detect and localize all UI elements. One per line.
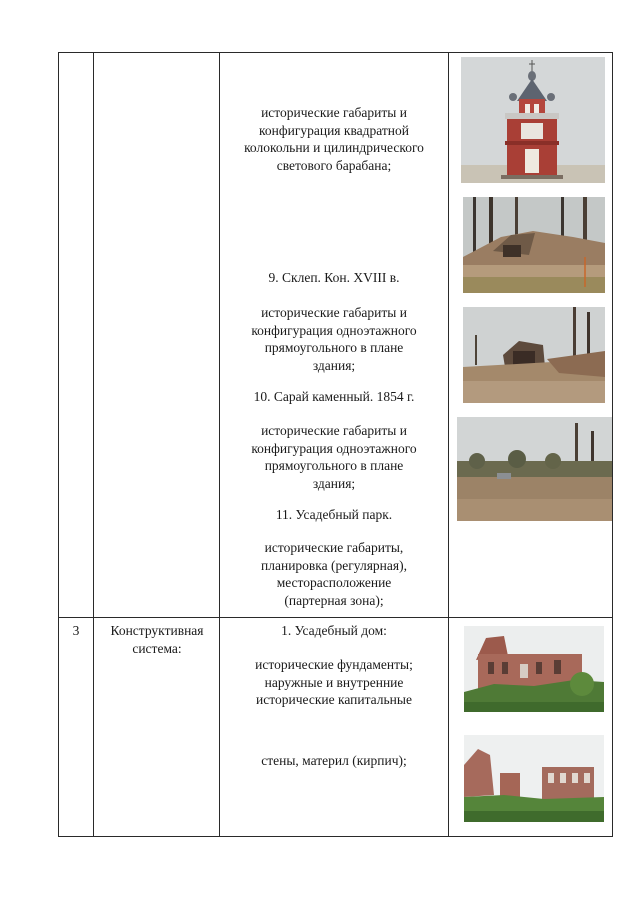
table-border-bottom bbox=[58, 836, 613, 837]
text-item-9-crypt: 9. Склеп. Кон. XVIII в. bbox=[268, 270, 400, 285]
table-border-top bbox=[58, 52, 613, 53]
text-walls-material: стены, материл (кирпич); bbox=[261, 753, 407, 768]
stone-barn-ruins-photo bbox=[463, 307, 605, 403]
text-crypt-features: исторические габариты и конфигурация одноэтажного прямоугольного в плане здания; bbox=[251, 305, 417, 373]
text-item-11-park: 11. Усадебный парк. bbox=[275, 507, 393, 522]
col-divider-4 bbox=[448, 52, 449, 837]
manor-house-ruins-photo-2 bbox=[464, 735, 604, 822]
manor-house-ruins-photo-1 bbox=[464, 626, 604, 712]
row-number: 3 bbox=[72, 623, 80, 638]
row-name: Конструктивная система: bbox=[110, 623, 204, 656]
col-divider-1 bbox=[58, 52, 59, 837]
text-bell-tower-features: исторические габариты и конфигурация квадратной колокольни и цилиндрического светового барабана; bbox=[244, 105, 424, 173]
text-item-10-barn: 10. Сарай каменный. 1854 г. bbox=[253, 389, 415, 404]
text-barn-features: исторические габариты и конфигурация одноэтажного прямоугольного в плане здания; bbox=[251, 423, 417, 491]
church-bell-tower-photo bbox=[461, 57, 605, 183]
col-divider-3 bbox=[219, 52, 220, 837]
text-park-features: исторические габариты, планировка (регулярная), месторасположение (партерная зона); bbox=[261, 540, 407, 608]
text-foundations-walls: исторические фундаменты; наружные и внутренние исторические капитальные bbox=[255, 657, 413, 707]
col-divider-2 bbox=[93, 52, 94, 837]
text-item-1-manor-house: 1. Усадебный дом: bbox=[281, 623, 387, 638]
manor-park-photo bbox=[457, 417, 612, 521]
table-border-row-divider bbox=[58, 617, 613, 618]
col-divider-5 bbox=[612, 52, 613, 837]
crypt-ruins-photo bbox=[463, 197, 605, 293]
